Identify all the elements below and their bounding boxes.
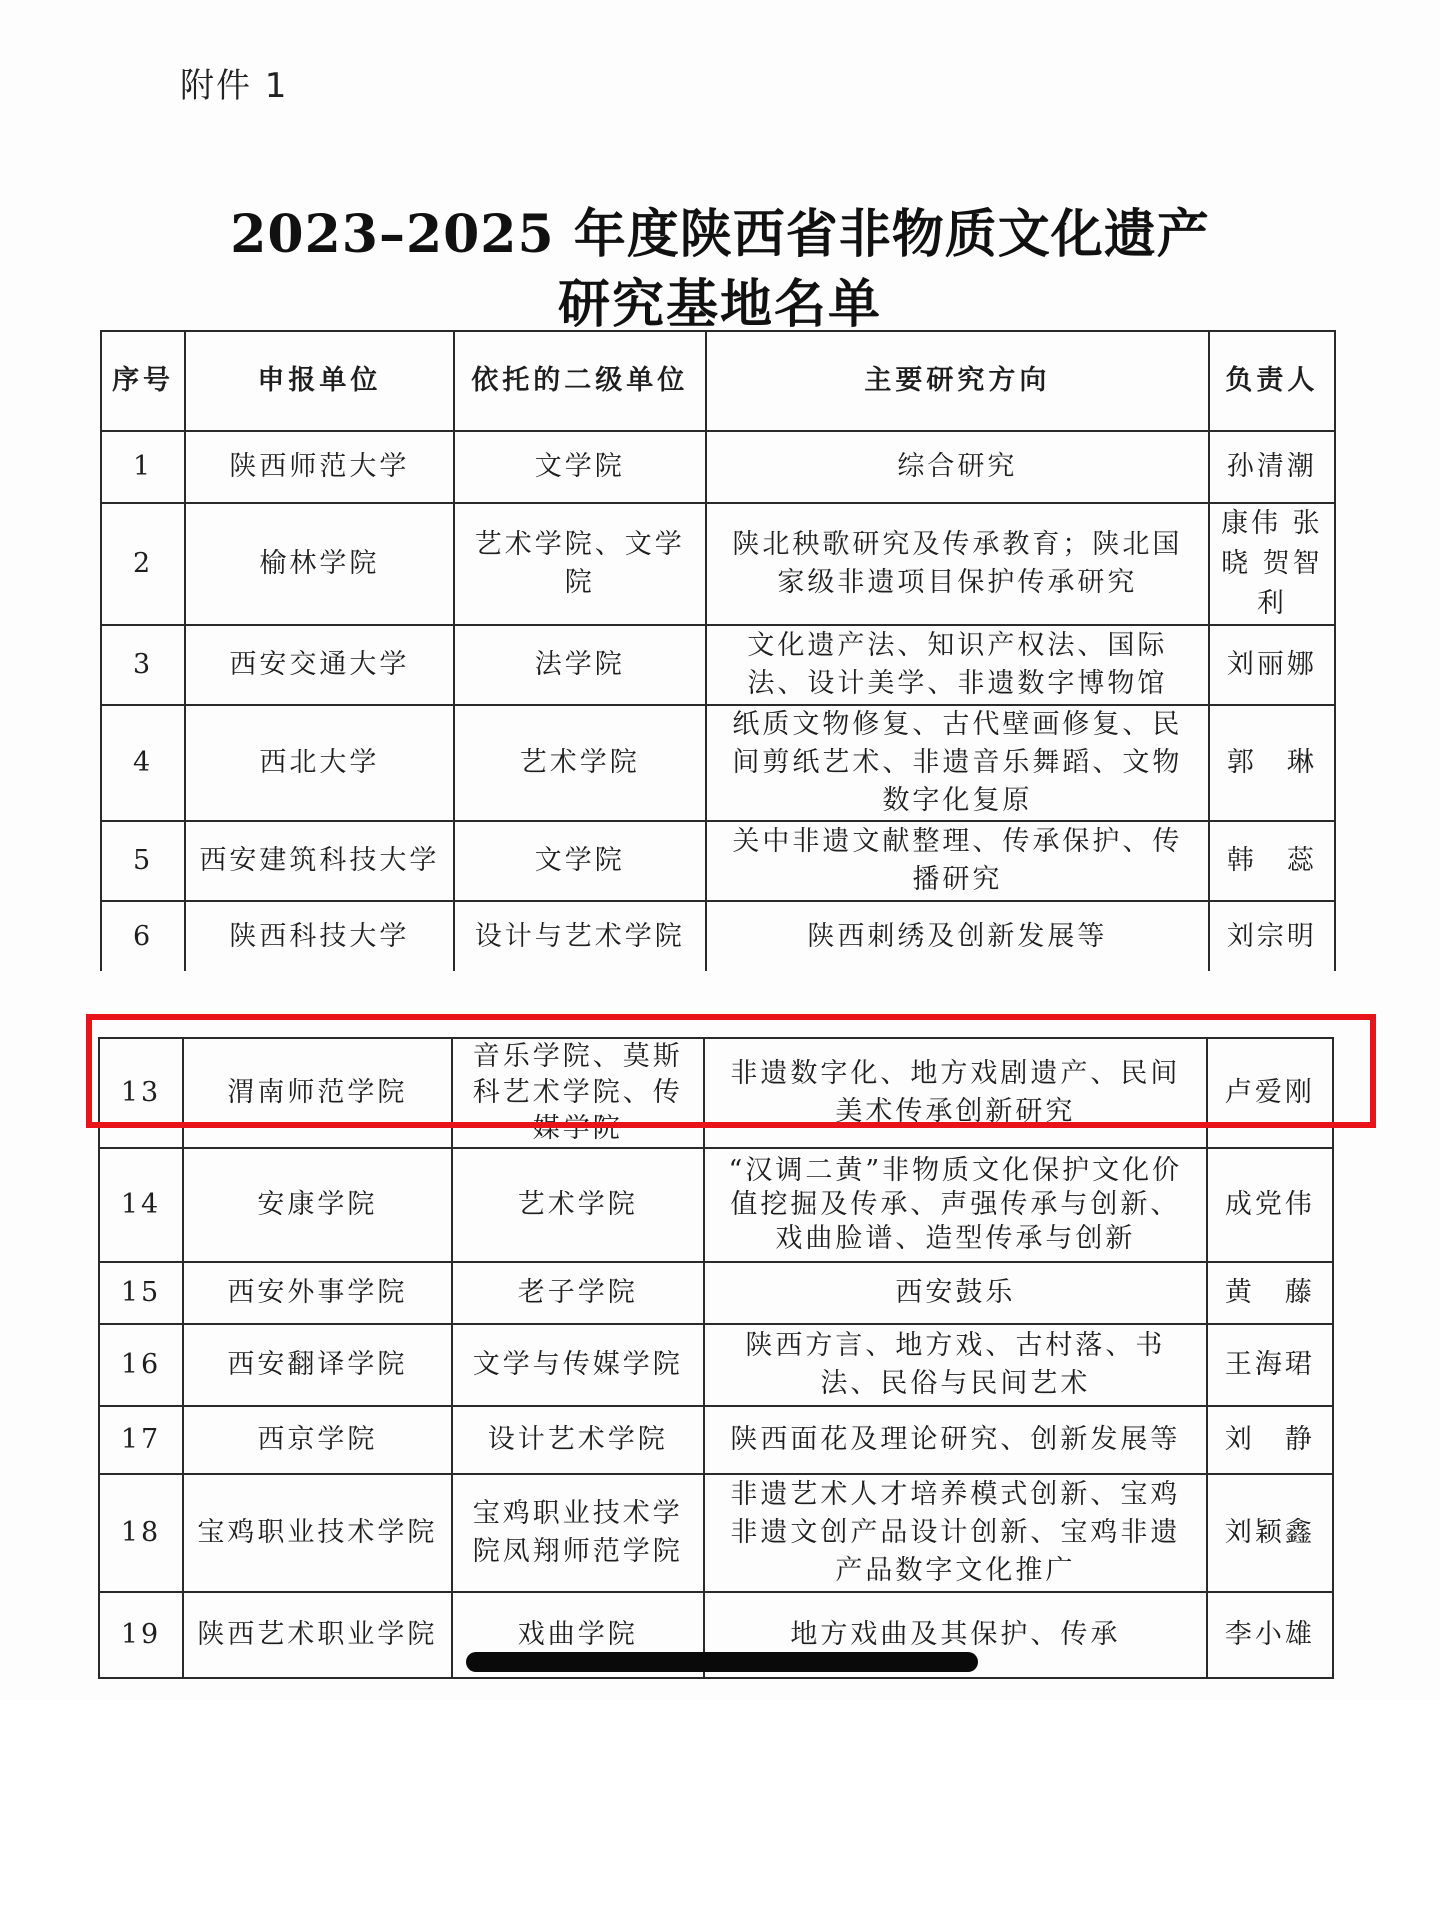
cell-unit: 陕西艺术职业学院 (183, 1592, 451, 1678)
cell-no: 6 (101, 901, 185, 971)
cell-no: 14 (99, 1148, 183, 1262)
cell-direction: 关中非遗文献整理、传承保护、传播研究 (706, 821, 1209, 901)
cell-no: 19 (99, 1592, 183, 1678)
cell-dept: 文学与传媒学院 (452, 1324, 704, 1406)
cell-direction: 陕西方言、地方戏、古村落、书法、民俗与民间艺术 (704, 1324, 1207, 1406)
table-row (101, 625, 1335, 705)
cell-unit: 西北大学 (185, 705, 453, 821)
cell-dept: 法学院 (454, 625, 706, 705)
cell-direction: 文化遗产法、知识产权法、国际法、设计美学、非遗数字博物馆 (706, 625, 1209, 705)
cell-unit: 陕西科技大学 (185, 901, 453, 971)
cell-unit: 西京学院 (183, 1406, 451, 1474)
cell-dept: 文学院 (454, 431, 706, 503)
document-title-line-2: 研究基地名单 (557, 274, 882, 335)
table-row (99, 1262, 1333, 1324)
cell-unit: 榆林学院 (185, 503, 453, 625)
cell-head: 成党伟 (1207, 1148, 1333, 1262)
table-row (101, 705, 1335, 821)
cell-dept: 老子学院 (452, 1262, 704, 1324)
cell-unit: 安康学院 (183, 1148, 451, 1262)
cell-direction: 非遗艺术人才培养模式创新、宝鸡非遗文创产品设计创新、宝鸡非遗产品数字文化推广 (704, 1474, 1207, 1592)
cell-unit: 渭南师范学院 (183, 1038, 451, 1148)
table-row-highlighted (99, 1038, 1333, 1148)
cell-dept: 戏曲学院 (452, 1592, 704, 1678)
cell-no: 3 (101, 625, 185, 705)
cell-direction: 地方戏曲及其保护、传承 (704, 1592, 1207, 1678)
cell-head: 韩 蕊 (1209, 821, 1335, 901)
cell-head: 孙清潮 (1209, 431, 1335, 503)
cell-head: 康伟 张晓 贺智利 (1209, 503, 1335, 625)
cell-unit: 西安翻译学院 (183, 1324, 451, 1406)
cell-head: 王海珺 (1207, 1324, 1333, 1406)
research-base-table-top (100, 330, 1336, 971)
cell-head: 黄 藤 (1207, 1262, 1333, 1324)
table-row (101, 821, 1335, 901)
cell-head: 刘颖鑫 (1207, 1474, 1333, 1592)
cell-unit: 西安建筑科技大学 (185, 821, 453, 901)
cell-no: 15 (99, 1262, 183, 1324)
cell-head: 卢爱刚 (1207, 1038, 1333, 1148)
table-row (99, 1474, 1333, 1592)
table-row (99, 1148, 1333, 1262)
cell-dept: 设计与艺术学院 (454, 901, 706, 971)
cell-no: 5 (101, 821, 185, 901)
cell-head: 刘 静 (1207, 1406, 1333, 1474)
cell-no: 16 (99, 1324, 183, 1406)
table-row (101, 431, 1335, 503)
table-row (99, 1324, 1333, 1406)
cell-direction: 陕西面花及理论研究、创新发展等 (704, 1406, 1207, 1474)
document-title-line-1: 2023–2025 年度陕西省非物质文化遗产 (230, 204, 1210, 265)
cell-dept: 设计艺术学院 (452, 1406, 704, 1474)
header-unit: 申报单位 (185, 331, 453, 431)
cell-dept: 艺术学院、文学院 (454, 503, 706, 625)
cell-no: 18 (99, 1474, 183, 1592)
cell-dept: 艺术学院 (452, 1148, 704, 1262)
header-head: 负责人 (1209, 331, 1335, 431)
table-header-row (101, 331, 1335, 431)
cell-head: 李小雄 (1207, 1592, 1333, 1678)
cell-head: 刘丽娜 (1209, 625, 1335, 705)
cell-direction: 陕北秧歌研究及传承教育；陕北国家级非遗项目保护传承研究 (706, 503, 1209, 625)
header-dept: 依托的二级单位 (454, 331, 706, 431)
table-row (101, 503, 1335, 625)
cell-no: 4 (101, 705, 185, 821)
cell-dept: 宝鸡职业技术学院凤翔师范学院 (452, 1474, 704, 1592)
table-row (101, 901, 1335, 971)
attachment-label: 附件 1 (180, 66, 289, 106)
research-base-table-bottom (98, 1037, 1334, 1679)
cell-dept: 文学院 (454, 821, 706, 901)
cell-unit: 宝鸡职业技术学院 (183, 1474, 451, 1592)
cell-unit: 西安交通大学 (185, 625, 453, 705)
cell-direction: 陕西刺绣及创新发展等 (706, 901, 1209, 971)
cell-head: 郭 琳 (1209, 705, 1335, 821)
cell-direction: 纸质文物修复、古代壁画修复、民间剪纸艺术、非遗音乐舞蹈、文物数字化复原 (706, 705, 1209, 821)
header-direction: 主要研究方向 (706, 331, 1209, 431)
cell-direction: “汉调二黄”非物质文化保护文化价值挖掘及传承、声强传承与创新、戏曲脸谱、造型传承与创新 (704, 1148, 1207, 1262)
cell-direction: 非遗数字化、地方戏剧遗产、民间美术传承创新研究 (704, 1038, 1207, 1148)
header-no: 序号 (101, 331, 185, 431)
table-row (99, 1406, 1333, 1474)
cell-unit: 陕西师范大学 (185, 431, 453, 503)
cell-no: 13 (99, 1038, 183, 1148)
cell-unit: 西安外事学院 (183, 1262, 451, 1324)
home-indicator-bar[interactable] (466, 1652, 978, 1672)
cell-no: 2 (101, 503, 185, 625)
cell-no: 1 (101, 431, 185, 503)
cell-direction: 综合研究 (706, 431, 1209, 503)
cell-direction: 西安鼓乐 (704, 1262, 1207, 1324)
cell-dept: 音乐学院、莫斯科艺术学院、传媒学院 (452, 1038, 704, 1148)
cell-no: 17 (99, 1406, 183, 1474)
cell-dept: 艺术学院 (454, 705, 706, 821)
cell-head: 刘宗明 (1209, 901, 1335, 971)
